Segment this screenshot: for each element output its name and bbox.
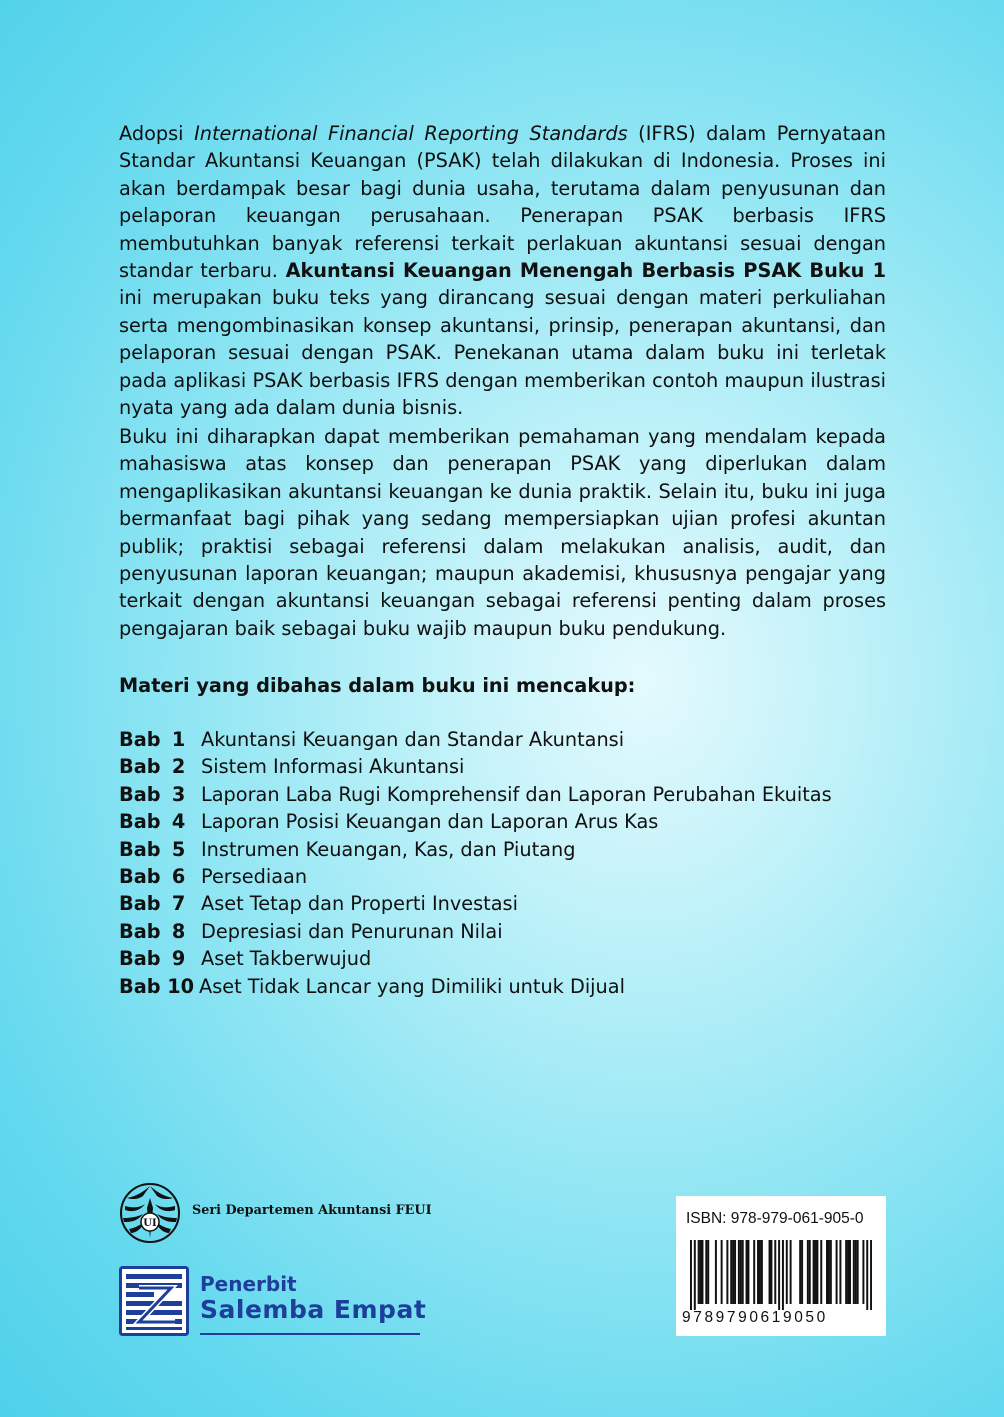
chapter-list: [119, 726, 832, 1000]
chapter-title: Akuntansi Keuangan dan Standar Akuntansi: [201, 728, 625, 751]
barcode-bar: [757, 1240, 759, 1304]
barcode-bar: [807, 1240, 809, 1304]
chapter-item: [119, 781, 832, 808]
chapter-num: 3: [171, 782, 186, 806]
publisher-name: [200, 1273, 426, 1325]
barcode-bar: [730, 1240, 732, 1304]
chapter-word: Bab: [119, 755, 161, 779]
chapter-word: Bab: [119, 728, 161, 751]
barcode-bar: [738, 1240, 740, 1304]
chapter-num: 7: [171, 892, 186, 916]
intro-text-end: ini merupakan buku teks yang dirancang sesuai dengan materi perkuliahan serta mengombinasikan konsep akuntansi, prinsip, penerapan akuntansi, dan pelaporan sesuai dengan PSAK. Penekanan utama dalam buku ini terletak pada aplikasi PSAK berbasis IFRS dengan memberikan contoh maupun ilustrasi nyata yang ada dalam dunia bisnis.: [119, 286, 886, 420]
barcode-bar: [870, 1240, 872, 1310]
chapter-number: [119, 781, 201, 808]
chapter-title: Laporan Laba Rugi Komprehensif dan Laporan Perubahan Ekuitas: [201, 782, 832, 806]
barcode-bar: [770, 1240, 772, 1304]
barcode-bar: [705, 1240, 707, 1304]
toc-heading: Materi yang dibahas dalam buku ini mencakup:: [119, 674, 636, 697]
chapter-word: Bab: [119, 974, 161, 998]
isbn-barcode-box: [676, 1196, 886, 1336]
barcode-bar: [799, 1240, 801, 1304]
barcode-bar: [862, 1240, 864, 1304]
intro-text-middle: (IFRS) dalam Pernyataan Standar Akuntansi Keuangan (PSAK) telah dilakukan di Indonesia. Proses ini akan berdampak besar bagi dunia usaha, terutama dalam penyusunan dan pelaporan keuangan perusahaan. Penerapan PSAK berbasis IFRS membutuhkan banyak referensi terkait perlakuan akuntansi sesuai dengan standar terbaru.: [119, 122, 886, 283]
barcode-bar: [742, 1240, 744, 1304]
chapter-item: [119, 753, 832, 780]
barcode-bar: [830, 1240, 832, 1304]
barcode-bar: [700, 1240, 702, 1304]
chapter-item: [119, 808, 832, 835]
barcode-bar: [815, 1240, 817, 1304]
chapter-title: Aset Takberwujud: [201, 947, 372, 971]
chapter-word: Bab: [119, 810, 161, 834]
barcode-bar: [726, 1240, 728, 1304]
chapter-title: Sistem Informasi Akuntansi: [201, 755, 465, 779]
chapter-number: [119, 973, 199, 1000]
barcode-bar: [847, 1240, 849, 1304]
chapter-number: [119, 753, 201, 780]
chapter-title: Persediaan: [201, 864, 308, 888]
barcode-bar: [816, 1240, 818, 1304]
barcode-bar: [813, 1240, 815, 1304]
barcode-bar: [721, 1240, 723, 1304]
purpose-paragraph: Buku ini diharapkan dapat memberikan pemahaman yang mendalam kepada mahasiswa atas konsep dan penerapan PSAK yang diperlukan dalam mengaplikasikan akuntansi keuangan ke dunia praktik. Selain itu, buku ini juga bermanfaat bagi pihak yang sedang mempersiapkan ujian profesi akuntan publik; praktisi sebagai referensi dalam melakukan analisis, audit, dan penyusunan laporan keuangan; maupun akademisi, khususnya pengajar yang terkait dengan akuntansi keuangan sebagai referensi penting dalam proses pengajaran baik sebagai buku wajib maupun buku pendukung.: [119, 425, 886, 640]
chapter-number: [119, 918, 201, 945]
barcode-bar: [715, 1240, 717, 1304]
barcode-bar: [761, 1240, 763, 1304]
chapter-number: [119, 863, 201, 890]
intro-paragraph: [119, 120, 886, 421]
barcode-bar: [790, 1240, 792, 1304]
barcode-bar: [774, 1240, 776, 1304]
chapter-item: [119, 863, 832, 890]
chapter-item: [119, 945, 832, 972]
barcode-bar: [786, 1240, 788, 1304]
barcode-bar: [866, 1240, 868, 1310]
barcode-bar: [732, 1240, 734, 1304]
barcode-bar: [855, 1240, 857, 1304]
barcode-bar: [857, 1240, 859, 1304]
barcode-bar: [839, 1240, 841, 1304]
series-label: Seri Departemen Akuntansi FEUI: [192, 1203, 432, 1218]
barcode-bar: [845, 1240, 847, 1304]
barcode-bar: [801, 1240, 803, 1304]
barcode-bar: [853, 1240, 855, 1304]
barcode-bar: [828, 1240, 830, 1304]
chapter-item: [119, 836, 832, 863]
barcode-bar: [778, 1240, 780, 1310]
barcode-bar: [690, 1240, 692, 1310]
barcode-digits: 9789790619050: [682, 1309, 828, 1326]
chapter-number: [119, 890, 201, 917]
chapter-num: 4: [171, 810, 186, 834]
barcode-bar: [826, 1240, 828, 1304]
chapter-item: [119, 918, 832, 945]
chapter-number: [119, 836, 201, 863]
chapter-word: Bab: [119, 947, 161, 971]
chapter-item: [119, 890, 832, 917]
chapter-item: [119, 726, 832, 753]
intro-text-start: Adopsi: [119, 122, 195, 145]
chapter-num: 6: [171, 864, 186, 888]
chapter-num: 10: [167, 974, 195, 998]
barcode-bar: [698, 1240, 700, 1304]
chapter-title: Depresiasi dan Penurunan Nilai: [201, 919, 503, 943]
barcode-bar: [707, 1240, 709, 1304]
barcode-bar: [782, 1240, 784, 1310]
barcode-bar: [809, 1240, 811, 1304]
barcode-bar: [701, 1240, 703, 1304]
chapter-number: [119, 726, 201, 753]
seal-text: UI: [143, 1218, 157, 1229]
chapter-title: Laporan Posisi Keuangan dan Laporan Arus Kas: [201, 810, 659, 834]
chapter-item: [119, 973, 832, 1000]
chapter-num: 8: [171, 919, 186, 943]
barcode-bar: [759, 1240, 761, 1304]
barcode-bar: [740, 1240, 742, 1304]
salemba-empat-logo-icon: [119, 1266, 189, 1336]
barcode-bar: [753, 1240, 755, 1304]
chapter-num: 1: [171, 728, 186, 751]
publisher-underline: [200, 1333, 420, 1335]
chapter-num: 9: [171, 947, 186, 971]
chapter-word: Bab: [119, 782, 161, 806]
chapter-word: Bab: [119, 864, 161, 888]
chapter-num: 5: [171, 837, 186, 861]
chapter-word: Bab: [119, 919, 161, 943]
barcode-bar: [694, 1240, 696, 1310]
chapter-number: [119, 945, 201, 972]
barcode-bar: [747, 1240, 749, 1304]
chapter-num: 2: [171, 755, 186, 779]
barcode-bar: [734, 1240, 736, 1304]
university-seal-icon: [119, 1182, 181, 1244]
barcode-bar: [820, 1240, 822, 1304]
barcode-bar: [849, 1240, 851, 1304]
barcode-bar: [836, 1240, 838, 1304]
ifrs-full-name: International Financial Reporting Standards: [194, 122, 628, 145]
publisher-line1: Penerbit: [200, 1272, 297, 1296]
book-title-mention: Akuntansi Keuangan Menengah Berbasis PSAK Buku 1: [285, 259, 886, 283]
chapter-word: Bab: [119, 892, 161, 916]
chapter-title: Aset Tidak Lancar yang Dimiliki untuk Dijual: [199, 974, 625, 998]
barcode-bar: [769, 1240, 771, 1304]
chapter-number: [119, 808, 201, 835]
chapter-title: Aset Tetap dan Properti Investasi: [201, 892, 518, 916]
chapter-word: Bab: [119, 837, 161, 861]
chapter-title: Instrumen Keuangan, Kas, dan Piutang: [201, 837, 576, 861]
isbn-label: ISBN: 978-979-061-905-0: [686, 1210, 864, 1227]
publisher-line2: Salemba Empat: [200, 1295, 427, 1324]
barcode-bar: [746, 1240, 748, 1304]
barcode-icon: [690, 1240, 872, 1310]
